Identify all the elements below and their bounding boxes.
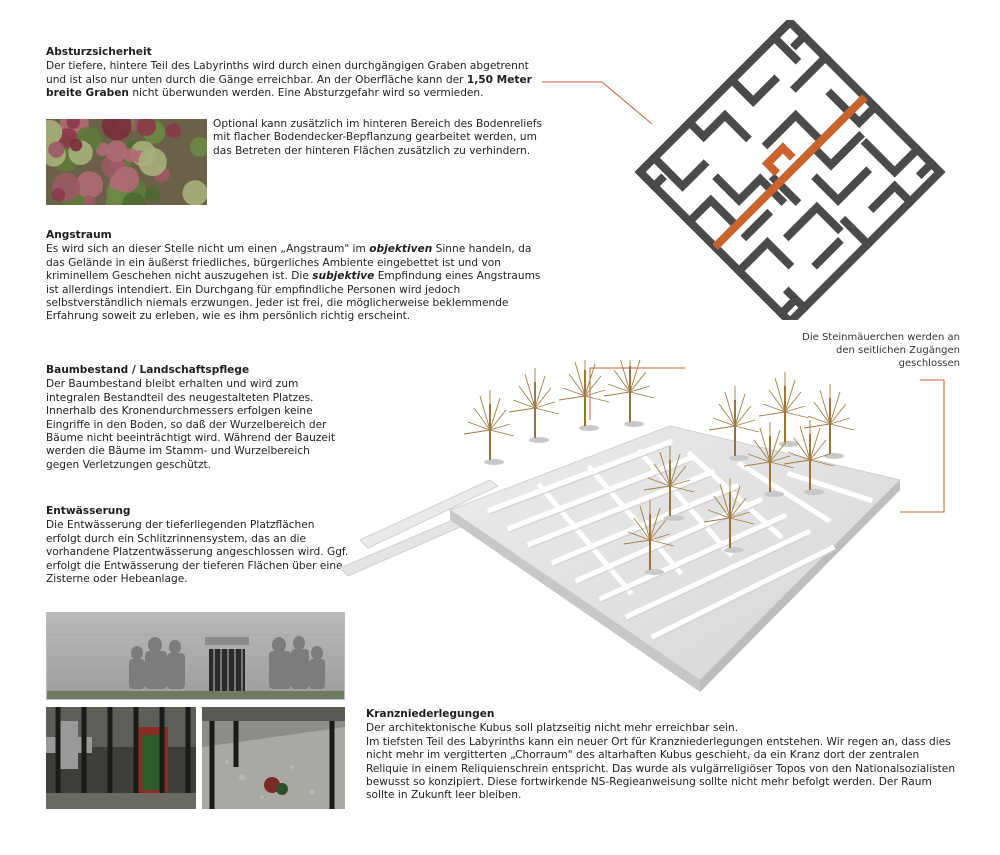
section-text: Die Entwässerung der tieferliegenden Platzflächen erfolgt durch ein Schlitzrinnensystem, das an die vorhandene Platzentwässerung angeschlossen wird. Ggf. erfolgt die Entwässerung der tieferen Flächen über eine Zisterne oder Hebeanlage. [46,519,349,586]
section-text: Es wird sich an dieser Stelle nicht um einen „Angstraum" im objektiven Sinne handeln, da das Gelände in ein äußerst friedliches, bürgerliches Ambiente eingebettet ist und von kriminellem Geschehen nicht auszugehen ist. Die subjektive Empfindung eines Angstraums ist allerdings intendiert. Ein Durchgang für empfindliche Personen wird jedoch selbstverständlich niemals erzwungen. Jeder ist frei, die möglicherweise beklemmende Erfahrung soweit zu erleben, wie es ihm persönlich richtig erscheint. [46,243,541,323]
plant-rosette [52,188,65,201]
section-absturzsicherheit [46,46,546,101]
section-text: Der tiefere, hintere Teil des Labyrinths wird durch einen durchgängigen Graben abgetrennt und ist also nur unten durch die Gänge erreichbar. An der Oberfläche kann der 1,50 Meter breite Graben nicht überwunden werden. Eine Absturzgefahr wird so vermieden. [46,60,532,100]
leader-line [542,82,652,124]
plant-rosette [70,139,83,152]
section-text: Optional kann zusätzlich im hinteren Bereich des Bodenreliefs mit flacher Bodendecker-Bepflanzung gearbeitet werden, um das Betreten der hinteren Flächen zusätzlich zu verhindern. [213,118,542,157]
tree [464,390,514,465]
section-text: Im tiefsten Teil des Labyrinths kann ein neuer Ort für Kranzniederlegungen entstehen. Wir regen an, dass dies nicht mehr im vergitterten „Chorraum" des altarhaften Kubus geschieht, da ein Kranz dort der zentralen Reliquie in einem Reliquienschrein entspricht. Das wurde als vulgärreligiöser Topos von den Nationalsozialisten bewusst so konzipiert. Diese fortwirkende NS-Regieanweisung sollte nicht mehr befolgt werden. Der Raum sollte in Zukunft leer bleiben. [366,735,956,802]
section-title: Angstraum [46,229,112,241]
plant-rosette [113,166,139,192]
maze-plan [640,22,940,320]
plant-rosette [48,142,64,158]
section-title: Baumbestand / Landschaftspflege [46,364,250,376]
groundcover-photo [46,119,207,205]
plant-rosette [106,141,128,163]
section-optional-note [213,118,553,158]
section-angstraum [46,229,546,324]
section-text: Der Baumbestand bleibt erhalten und wird zum integralen Bestandteil des neugestalteten Platzes. Innerhalb des Kronendurchmessers erfolgen keine Eingriffe in den Boden, so daß der Wurzelbereich der Bäume nicht beeinträchtigt wird. Während der Bauzeit werden die Bäume im Stamm- und Wurzelbereich gegen Verletzungen geschützt. [46,378,335,471]
emphasis-text: objektiven [369,243,433,256]
plant-rosette [166,123,181,138]
section-title: Absturzsicherheit [46,46,152,58]
gate-cross-image [46,707,196,809]
plant-rosette [144,186,160,202]
leader-line-right [900,380,944,512]
plant-rosette [138,148,166,176]
highlight-text: 1,50 Meter breite Graben [46,73,532,100]
gate-cross-photo [46,707,196,809]
annotation-text: Die Steinmäuerchen werden an den seitlichen Zugängen geschlossen [802,332,960,369]
emphasis-text: subjektive [312,270,375,283]
groundcover-plants-image [46,119,207,205]
tree [804,384,854,459]
tree [604,360,654,427]
memorial-relief-photo [46,612,345,700]
memorial-relief-image [47,613,345,700]
wreath-floor-photo [202,707,345,809]
tree [509,368,559,443]
plant-rosette [124,148,138,162]
tree [559,360,609,431]
section-entwaesserung [46,505,351,586]
section-title: Entwässerung [46,505,131,517]
maze-plan-diagram [540,20,980,320]
maze-3d-render [340,360,960,700]
wreath-floor-image [202,707,345,809]
section-text: Der architektonische Kubus soll platzseitig nicht mehr erreichbar sein. [366,722,739,735]
section-kranzniederlegungen [366,708,956,803]
section-baumbestand [46,364,346,472]
tree [759,372,809,447]
section-title: Kranzniederlegungen [366,708,495,720]
